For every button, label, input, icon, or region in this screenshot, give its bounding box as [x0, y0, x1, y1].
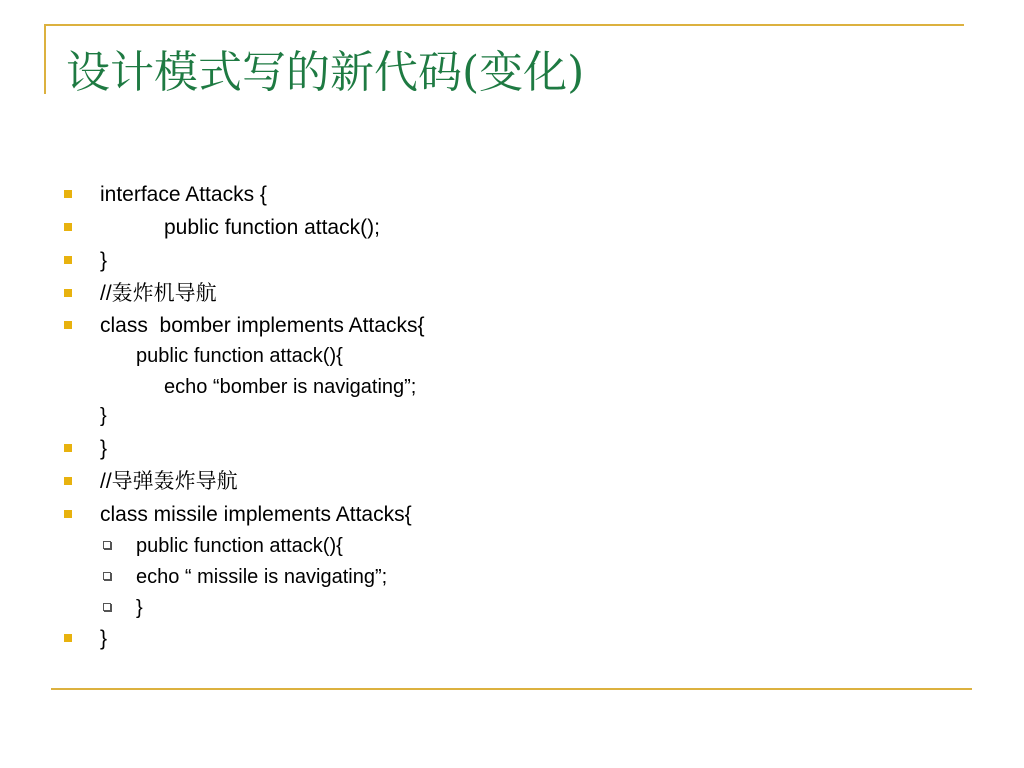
hollow-square-bullet-icon: [103, 541, 111, 549]
hollow-square-bullet-icon: [103, 572, 111, 580]
left-frame-line: [44, 24, 46, 94]
square-bullet-icon: [64, 634, 72, 642]
list-item: [0, 593, 143, 624]
square-bullet-icon: [64, 444, 72, 452]
list-item: [0, 466, 238, 497]
list-item-text: //轰炸机导航: [100, 282, 217, 305]
list-item: [0, 245, 108, 276]
top-frame-line: [44, 24, 964, 26]
list-item: [0, 212, 380, 243]
list-item-text: public function attack();: [164, 216, 380, 239]
list-item-text: echo “bomber is navigating”;: [164, 376, 417, 398]
list-item: [0, 278, 217, 309]
slide-title: 设计模式写的新代码(变化): [66, 47, 585, 98]
list-item-text: class bomber implements Attacks{: [100, 314, 425, 337]
list-item: [0, 531, 343, 562]
list-item: [0, 372, 417, 403]
square-bullet-icon: [64, 321, 72, 329]
list-item-text: class missile implements Attacks{: [100, 503, 412, 526]
list-item-text: }: [100, 437, 108, 460]
square-bullet-icon: [64, 477, 72, 485]
list-item-text: }: [100, 405, 107, 427]
square-bullet-icon: [64, 510, 72, 518]
list-item: [0, 310, 425, 341]
list-item: [0, 401, 107, 432]
square-bullet-icon: [64, 289, 72, 297]
list-item: [0, 623, 108, 654]
list-item: [0, 179, 267, 210]
list-item: [0, 499, 412, 530]
list-item-text: public function attack(){: [136, 535, 343, 557]
list-item-text: }: [100, 627, 108, 650]
list-item: [0, 433, 108, 464]
list-item-text: echo “ missile is navigating”;: [136, 566, 388, 588]
square-bullet-icon: [64, 223, 72, 231]
list-item-text: interface Attacks {: [100, 183, 267, 206]
list-item-text: //导弹轰炸导航: [100, 470, 238, 493]
square-bullet-icon: [64, 256, 72, 264]
list-item-text: }: [136, 597, 143, 619]
square-bullet-icon: [64, 190, 72, 198]
list-item-text: }: [100, 249, 108, 272]
hollow-square-bullet-icon: [103, 603, 111, 611]
list-item: [0, 341, 343, 372]
bottom-frame-line: [51, 688, 972, 690]
list-item: [0, 562, 388, 593]
list-item-text: public function attack(){: [136, 345, 343, 367]
